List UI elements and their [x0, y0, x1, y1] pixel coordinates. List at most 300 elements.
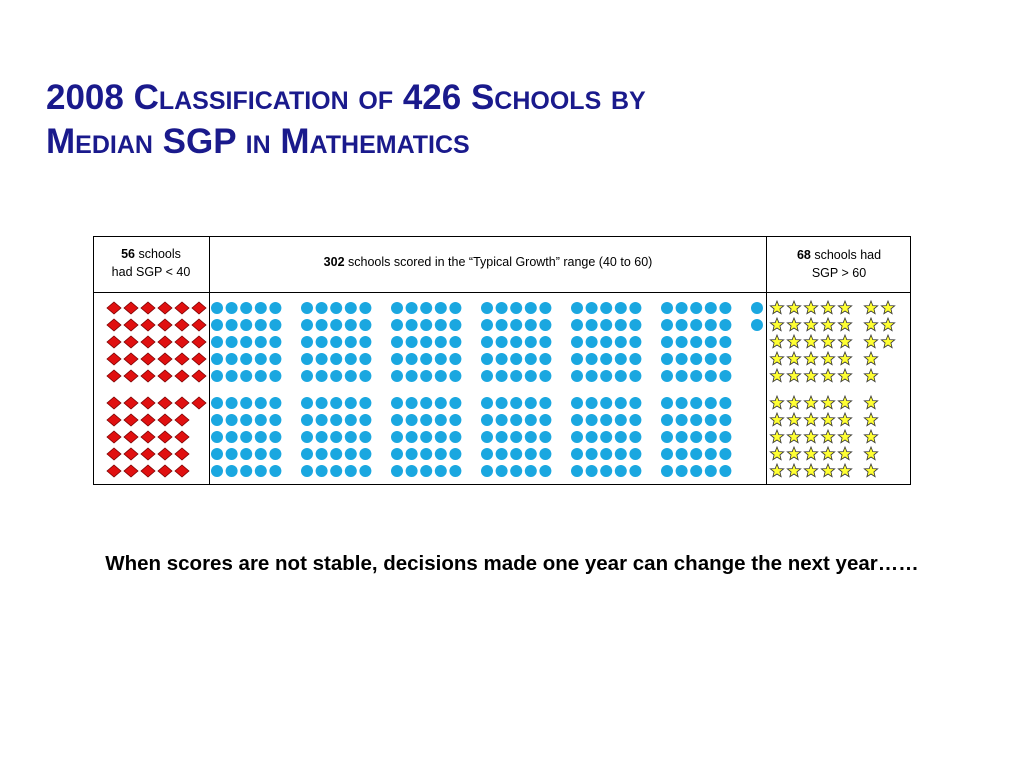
typical-school-marker	[420, 431, 432, 443]
typical-school-marker	[391, 302, 403, 314]
typical-school-marker	[226, 353, 238, 365]
low-school-marker	[158, 302, 172, 314]
typical-school-marker	[690, 302, 702, 314]
typical-school-marker	[600, 336, 612, 348]
typical-school-marker	[345, 370, 357, 382]
typical-school-marker	[600, 319, 612, 331]
typical-school-marker	[629, 353, 641, 365]
typical-school-marker	[391, 353, 403, 365]
typical-school-marker	[539, 370, 551, 382]
typical-school-marker	[301, 414, 313, 426]
typical-school-marker	[751, 302, 763, 314]
typical-school-marker	[481, 370, 493, 382]
typical-school-marker	[705, 319, 717, 331]
typical-school-marker	[391, 319, 403, 331]
low-school-marker	[124, 370, 138, 382]
slide-title-line-2: Median SGP in Mathematics	[46, 122, 470, 161]
typical-school-marker	[719, 414, 731, 426]
typical-school-marker	[481, 319, 493, 331]
low-school-marker	[107, 353, 121, 365]
high-school-marker	[770, 447, 783, 460]
typical-school-marker	[705, 302, 717, 314]
typical-school-marker	[359, 302, 371, 314]
typical-school-marker	[301, 397, 313, 409]
typical-school-marker	[420, 319, 432, 331]
typical-school-marker	[359, 353, 371, 365]
typical-school-marker	[586, 319, 598, 331]
typical-school-marker	[586, 302, 598, 314]
typical-school-marker	[525, 336, 537, 348]
typical-school-marker	[345, 353, 357, 365]
typical-school-marker	[600, 448, 612, 460]
typical-school-marker	[600, 414, 612, 426]
typical-school-marker	[226, 370, 238, 382]
high-school-marker	[821, 413, 834, 426]
typical-school-marker	[420, 414, 432, 426]
typical-school-marker	[255, 431, 267, 443]
typical-school-marker	[690, 336, 702, 348]
high-school-marker	[804, 464, 817, 477]
low-school-marker	[158, 431, 172, 443]
typical-school-marker	[330, 448, 342, 460]
typical-school-marker	[510, 448, 522, 460]
typical-school-marker	[571, 302, 583, 314]
low-school-marker	[175, 431, 189, 443]
typical-school-marker	[391, 465, 403, 477]
typical-school-marker	[316, 448, 328, 460]
typical-school-marker	[255, 302, 267, 314]
high-school-marker	[881, 335, 894, 348]
typical-school-marker	[316, 431, 328, 443]
low-school-marker	[192, 319, 206, 331]
typical-school-marker	[690, 353, 702, 365]
typical-school-marker	[496, 336, 508, 348]
high-school-marker	[787, 369, 800, 382]
typical-school-marker	[510, 302, 522, 314]
typical-school-marker	[345, 397, 357, 409]
typical-school-marker	[359, 319, 371, 331]
typical-school-marker	[406, 353, 418, 365]
low-school-marker	[141, 465, 155, 477]
low-school-marker	[158, 336, 172, 348]
typical-school-marker	[435, 370, 447, 382]
typical-school-marker	[435, 336, 447, 348]
typical-school-marker	[420, 370, 432, 382]
low-school-marker	[158, 319, 172, 331]
typical-school-marker	[586, 465, 598, 477]
typical-school-marker	[330, 397, 342, 409]
typical-school-marker	[435, 431, 447, 443]
typical-school-marker	[449, 397, 461, 409]
high-school-marker	[864, 301, 877, 314]
low-school-marker	[175, 302, 189, 314]
typical-school-marker	[751, 319, 763, 331]
typical-school-marker	[435, 448, 447, 460]
high-school-marker	[881, 318, 894, 331]
low-school-marker	[141, 370, 155, 382]
typical-school-marker	[391, 448, 403, 460]
typical-school-marker	[510, 414, 522, 426]
typical-school-marker	[359, 336, 371, 348]
high-school-marker	[864, 335, 877, 348]
typical-school-marker	[525, 353, 537, 365]
typical-school-marker	[629, 370, 641, 382]
typical-school-marker	[269, 370, 281, 382]
typical-school-marker	[406, 319, 418, 331]
typical-school-marker	[719, 431, 731, 443]
typical-school-marker	[586, 448, 598, 460]
typical-school-marker	[330, 302, 342, 314]
high-school-marker	[821, 318, 834, 331]
typical-school-marker	[301, 319, 313, 331]
high-school-marker	[770, 396, 783, 409]
high-school-marker	[787, 301, 800, 314]
low-school-marker	[158, 353, 172, 365]
typical-school-marker	[406, 465, 418, 477]
typical-school-marker	[629, 319, 641, 331]
typical-school-marker	[269, 302, 281, 314]
typical-school-marker	[525, 431, 537, 443]
high-school-marker	[804, 301, 817, 314]
high-school-marker	[770, 301, 783, 314]
high-school-marker	[787, 396, 800, 409]
typical-school-marker	[391, 336, 403, 348]
typical-school-marker	[510, 370, 522, 382]
typical-school-marker	[615, 370, 627, 382]
typical-school-marker	[255, 448, 267, 460]
high-school-marker	[821, 301, 834, 314]
typical-school-marker	[571, 370, 583, 382]
high-school-marker	[787, 335, 800, 348]
low-school-marker	[124, 448, 138, 460]
typical-school-marker	[629, 465, 641, 477]
low-school-marker	[141, 319, 155, 331]
typical-school-marker	[240, 448, 252, 460]
typical-school-marker	[586, 397, 598, 409]
typical-school-marker	[539, 319, 551, 331]
typical-school-marker	[449, 319, 461, 331]
high-school-marker	[821, 396, 834, 409]
typical-school-marker	[226, 397, 238, 409]
typical-school-marker	[240, 465, 252, 477]
typical-school-marker	[481, 465, 493, 477]
typical-school-marker	[615, 414, 627, 426]
low-school-marker	[141, 414, 155, 426]
typical-school-marker	[301, 353, 313, 365]
typical-school-marker	[345, 302, 357, 314]
typical-school-marker	[705, 397, 717, 409]
low-school-marker	[141, 448, 155, 460]
low-school-marker	[192, 370, 206, 382]
typical-school-marker	[600, 302, 612, 314]
typical-school-marker	[586, 431, 598, 443]
typical-school-marker	[571, 336, 583, 348]
typical-school-marker	[211, 431, 223, 443]
low-school-marker	[141, 302, 155, 314]
typical-school-marker	[496, 370, 508, 382]
typical-school-marker	[690, 370, 702, 382]
typical-school-marker	[255, 397, 267, 409]
typical-school-marker	[240, 397, 252, 409]
low-school-marker	[124, 431, 138, 443]
low-school-marker	[107, 465, 121, 477]
low-group-label-b: had SGP < 40	[111, 265, 191, 279]
typical-school-marker	[255, 370, 267, 382]
typical-school-marker	[240, 414, 252, 426]
typical-school-marker	[615, 465, 627, 477]
typical-school-marker	[330, 353, 342, 365]
typical-school-marker	[586, 414, 598, 426]
typical-school-marker	[629, 302, 641, 314]
high-school-marker	[864, 369, 877, 382]
typical-school-marker	[525, 448, 537, 460]
typical-school-marker	[615, 302, 627, 314]
typical-school-marker	[676, 370, 688, 382]
typical-school-marker	[571, 448, 583, 460]
low-school-marker	[158, 370, 172, 382]
typical-school-marker	[345, 448, 357, 460]
typical-school-marker	[316, 397, 328, 409]
typical-school-marker	[705, 414, 717, 426]
low-school-marker	[192, 302, 206, 314]
typical-school-marker	[629, 431, 641, 443]
typical-school-marker	[316, 302, 328, 314]
low-school-marker	[107, 319, 121, 331]
low-school-marker	[192, 336, 206, 348]
typical-school-marker	[316, 414, 328, 426]
typical-school-marker	[211, 414, 223, 426]
typical-school-marker	[211, 397, 223, 409]
typical-school-marker	[359, 397, 371, 409]
typical-school-marker	[690, 465, 702, 477]
typical-school-marker	[481, 431, 493, 443]
typical-school-marker	[525, 370, 537, 382]
high-school-marker	[864, 413, 877, 426]
high-school-marker	[881, 301, 894, 314]
typical-school-marker	[391, 414, 403, 426]
typical-school-marker	[345, 414, 357, 426]
typical-school-marker	[705, 431, 717, 443]
high-school-marker	[770, 369, 783, 382]
typical-school-marker	[330, 319, 342, 331]
high-school-marker	[838, 318, 851, 331]
typical-school-marker	[240, 370, 252, 382]
typical-school-marker	[420, 465, 432, 477]
typical-school-marker	[525, 302, 537, 314]
low-school-marker	[124, 414, 138, 426]
typical-school-marker	[240, 302, 252, 314]
typical-school-marker	[539, 431, 551, 443]
high-school-marker	[821, 369, 834, 382]
high-school-marker	[821, 335, 834, 348]
typical-school-marker	[435, 319, 447, 331]
typical-school-marker	[629, 397, 641, 409]
typical-school-marker	[211, 353, 223, 365]
typical-school-marker	[301, 302, 313, 314]
typical-school-marker	[496, 448, 508, 460]
high-school-marker	[787, 464, 800, 477]
typical-school-marker	[449, 448, 461, 460]
low-school-marker	[158, 414, 172, 426]
high-school-marker	[804, 430, 817, 443]
typical-school-marker	[676, 319, 688, 331]
low-school-marker	[141, 397, 155, 409]
high-school-marker	[821, 430, 834, 443]
typical-school-marker	[496, 414, 508, 426]
typical-school-marker	[420, 302, 432, 314]
typical-school-marker	[255, 353, 267, 365]
typical-school-marker	[571, 319, 583, 331]
typical-school-marker	[615, 448, 627, 460]
typical-school-marker	[391, 397, 403, 409]
typical-school-marker	[406, 431, 418, 443]
typical-school-marker	[719, 465, 731, 477]
typical-school-marker	[301, 336, 313, 348]
typical-school-marker	[525, 465, 537, 477]
typical-school-marker	[255, 319, 267, 331]
typical-school-marker	[586, 353, 598, 365]
typical-school-marker	[345, 465, 357, 477]
typical-school-marker	[496, 465, 508, 477]
typical-school-marker	[330, 336, 342, 348]
typical-school-marker	[226, 431, 238, 443]
typical-school-marker	[539, 302, 551, 314]
typical-school-marker	[330, 370, 342, 382]
typical-school-marker	[211, 448, 223, 460]
typical-school-marker	[226, 465, 238, 477]
high-school-marker	[770, 335, 783, 348]
high-school-marker	[864, 430, 877, 443]
typical-school-marker	[391, 370, 403, 382]
typical-school-marker	[269, 397, 281, 409]
typical-school-marker	[496, 302, 508, 314]
high-school-marker	[787, 413, 800, 426]
typical-school-marker	[600, 465, 612, 477]
typical-school-marker	[316, 370, 328, 382]
typical-school-marker	[481, 336, 493, 348]
low-school-marker	[141, 336, 155, 348]
typical-school-marker	[525, 414, 537, 426]
typical-school-marker	[539, 448, 551, 460]
typical-school-marker	[496, 397, 508, 409]
typical-school-marker	[661, 397, 673, 409]
low-school-marker	[192, 397, 206, 409]
typical-school-marker	[719, 370, 731, 382]
typical-school-marker	[435, 353, 447, 365]
typical-school-marker	[705, 370, 717, 382]
typical-school-marker	[269, 465, 281, 477]
typical-school-marker	[719, 319, 731, 331]
typical-school-marker	[255, 465, 267, 477]
typical-school-marker	[676, 302, 688, 314]
high-school-marker	[787, 447, 800, 460]
low-school-marker	[124, 319, 138, 331]
typical-school-marker	[539, 414, 551, 426]
typical-school-marker	[690, 397, 702, 409]
low-school-marker	[107, 431, 121, 443]
typical-school-marker	[211, 370, 223, 382]
low-school-marker	[158, 397, 172, 409]
low-school-marker	[175, 319, 189, 331]
high-school-marker	[770, 430, 783, 443]
low-school-marker	[141, 431, 155, 443]
typical-school-marker	[316, 319, 328, 331]
high-school-marker	[770, 464, 783, 477]
typical-school-marker	[211, 336, 223, 348]
typical-school-marker	[705, 465, 717, 477]
typical-school-marker	[661, 353, 673, 365]
high-school-marker	[864, 447, 877, 460]
caption: When scores are not stable, decisions made one year can change the next year……	[105, 552, 919, 575]
high-school-marker	[804, 447, 817, 460]
low-school-marker	[141, 353, 155, 365]
typical-school-marker	[269, 414, 281, 426]
typical-school-marker	[316, 465, 328, 477]
typical-school-marker	[496, 353, 508, 365]
typical-school-marker	[330, 465, 342, 477]
typical-school-marker	[510, 353, 522, 365]
high-school-marker	[838, 352, 851, 365]
typical-school-marker	[316, 353, 328, 365]
typical-school-marker	[211, 319, 223, 331]
high-school-marker	[804, 396, 817, 409]
high-school-marker	[804, 335, 817, 348]
typical-school-marker	[330, 431, 342, 443]
typical-school-marker	[571, 414, 583, 426]
low-school-marker	[175, 465, 189, 477]
typical-school-marker	[226, 414, 238, 426]
typical-school-marker	[359, 370, 371, 382]
typical-school-marker	[676, 431, 688, 443]
typical-school-marker	[420, 397, 432, 409]
typical-school-marker	[391, 431, 403, 443]
typical-school-marker	[359, 448, 371, 460]
low-school-marker	[158, 448, 172, 460]
high-school-marker	[787, 430, 800, 443]
typical-school-marker	[449, 370, 461, 382]
typical-school-marker	[406, 397, 418, 409]
typical-school-marker	[301, 448, 313, 460]
low-school-marker	[175, 414, 189, 426]
typical-school-marker	[719, 448, 731, 460]
high-school-marker	[770, 413, 783, 426]
low-school-marker	[124, 336, 138, 348]
low-group-count: 56	[121, 247, 136, 261]
typical-school-marker	[240, 353, 252, 365]
typical-school-marker	[719, 397, 731, 409]
high-group-label-b: SGP > 60	[811, 266, 867, 280]
typical-school-marker	[539, 465, 551, 477]
typical-school-marker	[435, 414, 447, 426]
typical-school-marker	[615, 336, 627, 348]
typical-school-marker	[226, 336, 238, 348]
typical-school-marker	[510, 319, 522, 331]
typical-school-marker	[539, 336, 551, 348]
typical-school-marker	[406, 448, 418, 460]
typical-school-marker	[661, 431, 673, 443]
typical-school-marker	[661, 319, 673, 331]
low-school-marker	[124, 353, 138, 365]
high-school-marker	[770, 352, 783, 365]
typical-school-marker	[496, 319, 508, 331]
high-school-marker	[804, 318, 817, 331]
typical-school-marker	[586, 336, 598, 348]
typical-school-marker	[345, 319, 357, 331]
typical-school-marker	[525, 397, 537, 409]
typical-school-marker	[586, 370, 598, 382]
typical-school-marker	[301, 465, 313, 477]
typical-group-count: 302	[323, 255, 345, 269]
